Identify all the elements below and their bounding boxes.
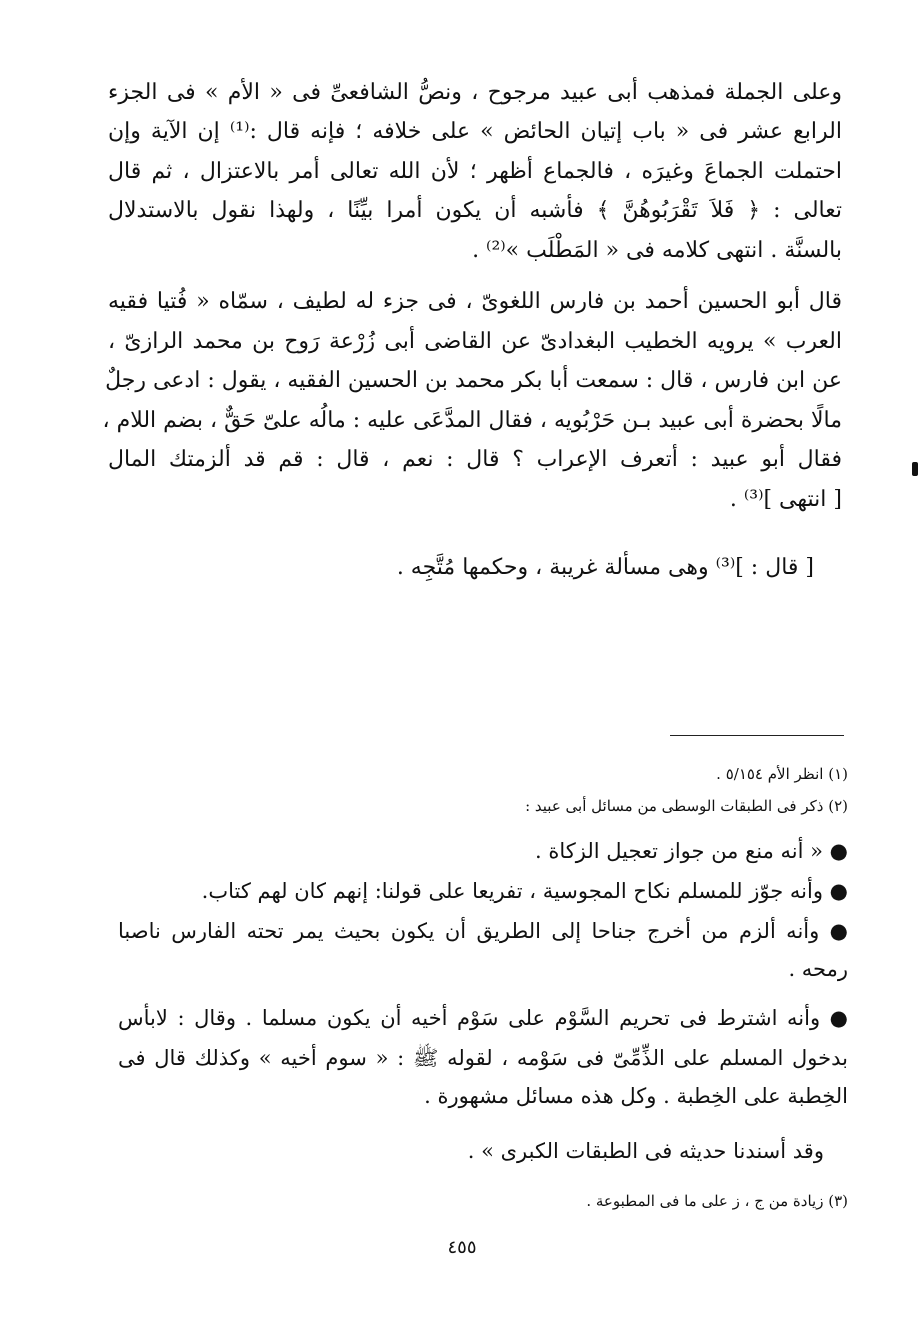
footnote-bullet: ● وأنه اشترط فى تحريم السَّوْم على سَوْم أخيه أن يكون مسلما . وقال : لابأس [118, 1006, 848, 1030]
footnote-bullet: رمحه . [788, 957, 848, 981]
footnote-bullet: الخِطبة على الخِطبة . وكل هذه مسائل مشهورة . [424, 1084, 848, 1108]
body-line: عن ابن فارس ، قال : سمعت أبا بكر محمد بن الحسين الفقيه ، يقول : ادعى رجلٌ [105, 368, 842, 393]
footnote-bullet: ● وأنه جوّز للمسلم نكاح المجوسية ، تفريعا على قولنا: إنهم كان لهم كتاب. [201, 879, 848, 903]
footnote-bullet: ● وأنه ألزم من أخرج جناحا إلى الطريق أن يكون بحيث يمر تحته الفارس ناصبا [118, 919, 848, 943]
body-line: [ انتهى ]⁽³⁾ . [729, 487, 842, 512]
body-line: مالًا بحضرة أبى عبيد بـن حَرْبُويه ، فقال المدَّعَى عليه : مالُه علىّ حَقٌّ ، بضم اللام ، [102, 408, 842, 433]
body-line: الرابع عشر فى « باب إتيان الحائض » على خلافه ؛ فإنه قال :⁽¹⁾ إن الآية وإن [108, 119, 842, 144]
footnote-bullet: ● « أنه منع من جواز تعجيل الزكاة . [535, 839, 848, 863]
body-line: [ قال : ]⁽³⁾ وهى مسألة غريبة ، وحكمها مُتَّجِه . [396, 555, 814, 580]
footnote-closing: وقد أسندنا حديثه فى الطبقات الكبرى » . [467, 1139, 824, 1163]
footnote-separator [670, 735, 844, 736]
footnote-3: (٣) زيادة من ج ، ز على ما فى المطبوعة . [586, 1192, 848, 1210]
body-line: وعلى الجملة فمذهب أبى عبيد مرجوح ، ونصُّ الشافعىِّ فى « الأم » فى الجزء [108, 80, 842, 105]
page-number: ٤٥٥ [447, 1237, 477, 1258]
body-line: العرب » يرويه الخطيب البغدادىّ عن القاضى أبى زُرْعة رَوح بن محمد الرازىّ ، [108, 329, 842, 354]
scan-margin-mark [912, 462, 918, 476]
footnote-1: (١) انظر الأم ٥/١٥٤ . [716, 765, 848, 783]
body-line: فقال أبو عبيد : أتعرف الإعراب ؟ قال : نعم ، قال : قم قد ألزمتك المال [108, 447, 842, 472]
body-line: احتملت الجماعَ وغيرَه ، فالجماع أظهر ؛ لأن الله تعالى أمر بالاعتزال ، ثم قال [108, 159, 842, 184]
footnote-bullet: بدخول المسلم على الذِّمِّىّ فى سَوْمه ، لقوله ﷺ : « سوم أخيه » وكذلك قال فى [118, 1046, 848, 1070]
footnote-2-intro: (٢) ذكر فى الطبقات الوسطى من مسائل أبى عبيد : [525, 797, 848, 815]
body-line: بالسنَّة . انتهى كلامه فى « المَطْلَب »⁽²⁾ . [472, 238, 842, 263]
body-line: تعالى : ﴿ فَلاَ تَقْرَبُوهُنَّ ﴾ فأشبه أن يكون أمرا بيِّنًا ، ولهذا نقول بالاستدلال [108, 198, 842, 223]
body-line: قال أبو الحسين أحمد بن فارس اللغوىّ ، فى جزء له لطيف ، سمّاه « فُتيا فقيه [108, 289, 842, 314]
